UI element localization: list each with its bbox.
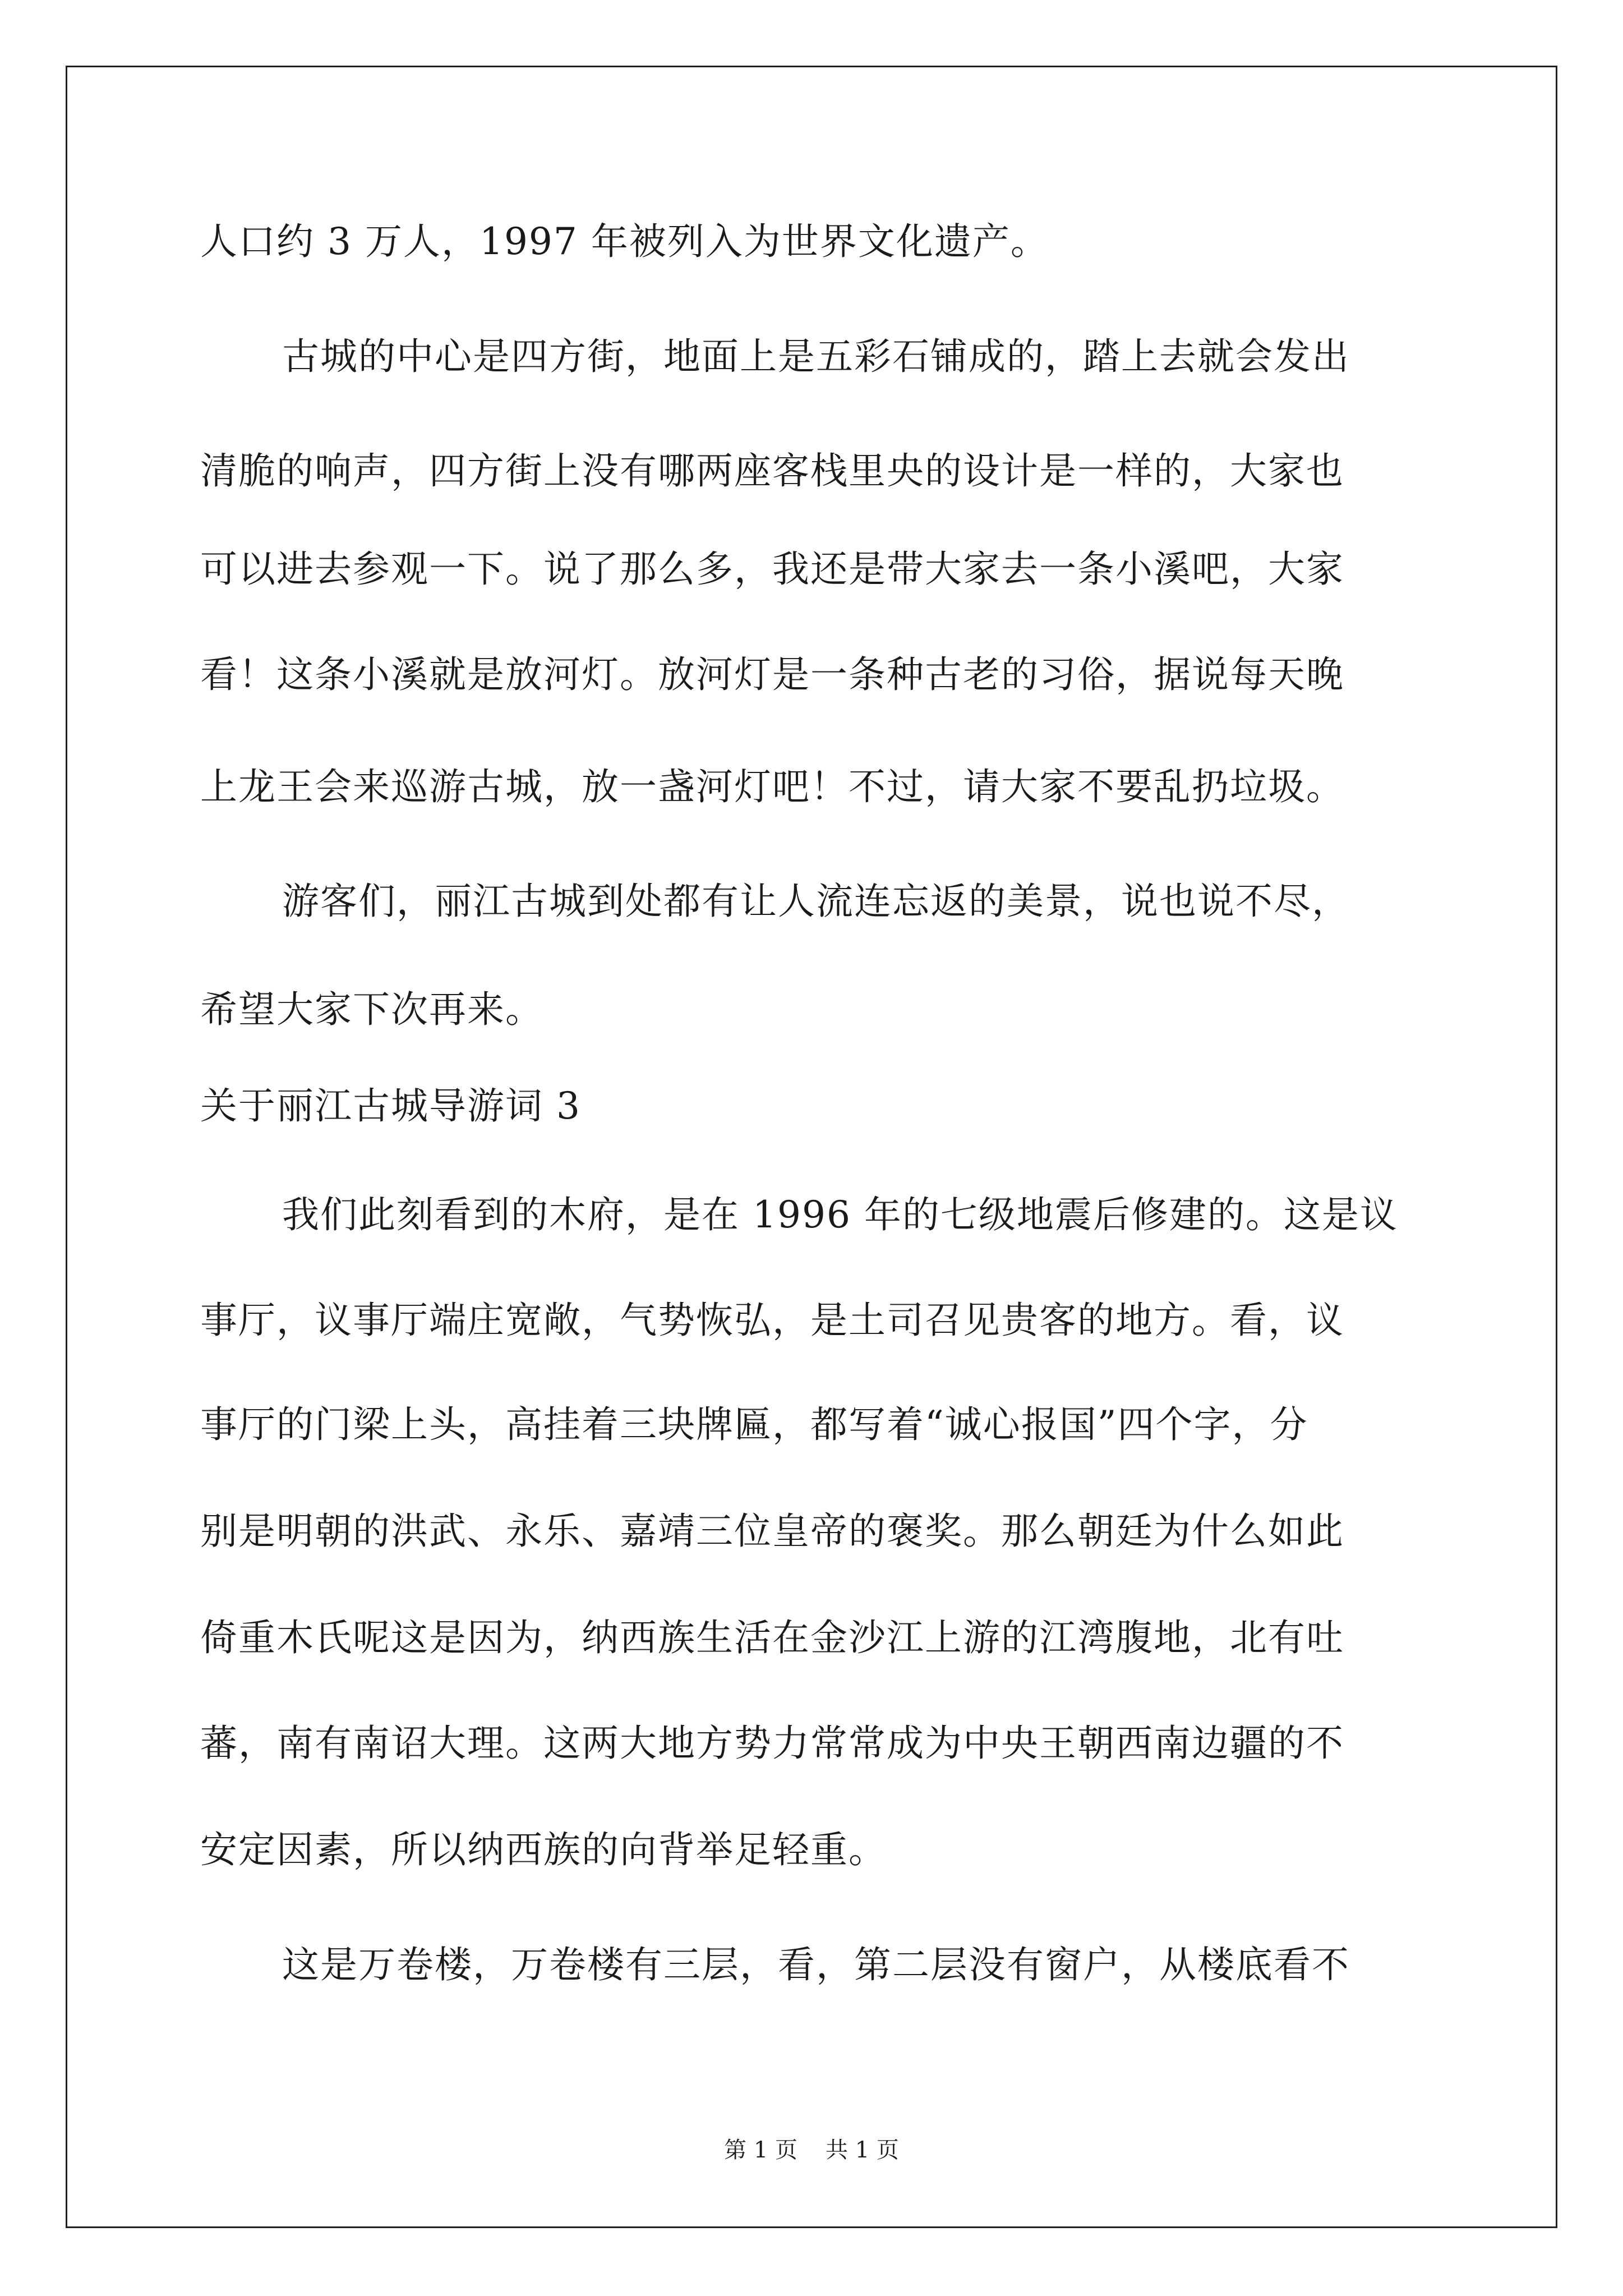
- text-line: 事厅的门梁上头，高挂着三块牌匾，都写着“诚心报国”四个字，分: [200, 1403, 1308, 1446]
- text-line: 我们此刻看到的木府，是在 1996 年的七级地震后修建的。这是议: [282, 1193, 1398, 1236]
- text-line: 这是万卷楼，万卷楼有三层，看，第二层没有窗户，从楼底看不: [282, 1943, 1350, 1986]
- text-line: 人口约 3 万人，1997 年被列入为世界文化遗产。: [200, 220, 1049, 263]
- text-line: 可以进去参观一下。说了那么多，我还是带大家去一条小溪吧，大家: [200, 547, 1344, 591]
- text-line: 安定因素，所以纳西族的向背举足轻重。: [200, 1828, 887, 1871]
- page-total: 共 1 页: [826, 2137, 899, 2163]
- page-border: [66, 66, 1557, 2228]
- page-number: 第 1 页: [724, 2137, 797, 2163]
- text-line: 游客们，丽江古城到处都有让人流连忘返的美景，说也说不尽，: [282, 880, 1350, 923]
- text-line: 上龙王会来巡游古城，放一盏河灯吧！不过，请大家不要乱扔垃圾。: [200, 765, 1344, 808]
- page-footer: [0, 2136, 1623, 2164]
- section-heading: 关于丽江古城导游词 3: [200, 1084, 581, 1128]
- text-line: 清脆的响声，四方街上没有哪两座客栈里央的设计是一样的，大家也: [200, 449, 1344, 493]
- text-line: 古城的中心是四方街，地面上是五彩石铺成的，踏上去就会发出: [282, 335, 1350, 378]
- text-line: 别是明朝的洪武、永乐、嘉靖三位皇帝的褒奖。那么朝廷为什么如此: [200, 1510, 1344, 1553]
- text-line: 希望大家下次再来。: [200, 988, 543, 1031]
- text-line: 事厅，议事厅端庄宽敞，气势恢弘，是土司召见贵客的地方。看，议: [200, 1299, 1344, 1342]
- text-line: 蕃，南有南诏大理。这两大地方势力常常成为中央王朝西南边疆的不: [200, 1722, 1344, 1765]
- text-line: 倚重木氏呢这是因为，纳西族生活在金沙江上游的江湾腹地，北有吐: [200, 1616, 1344, 1659]
- text-line: 看！这条小溪就是放河灯。放河灯是一条种古老的习俗，据说每天晚: [200, 653, 1344, 696]
